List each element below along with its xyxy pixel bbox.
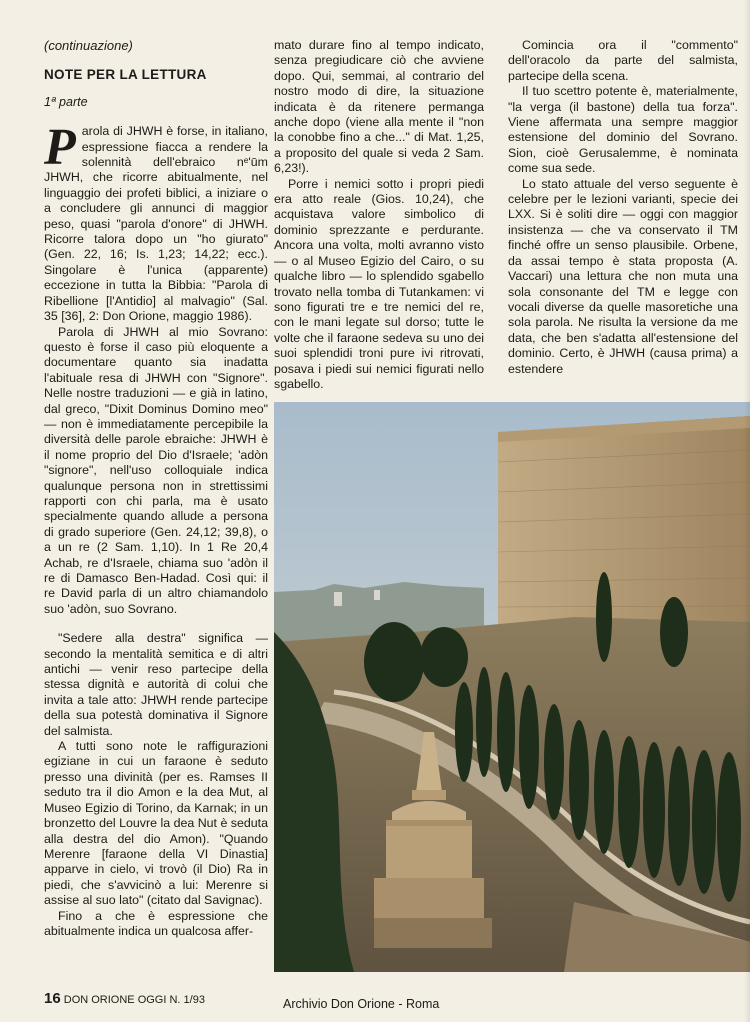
text-column-1 (44, 38, 268, 939)
paragraph: Comincia ora il "commento" dell'oracolo da parte del salmista, partecipe della scena. (508, 38, 738, 83)
text-column-3 (508, 38, 738, 377)
drop-cap: P (44, 119, 76, 177)
paragraph: Il tuo scettro potente è, materialmente, "la verga (il bastone) della tua forza". Viene affermata una sempre maggior estensione del dominio del Sovrano. Sion, cioè Gerusalemme, è nominata come sua sede. (508, 84, 738, 176)
paragraph (44, 119, 268, 324)
continuation-label: (continuazione) (44, 38, 133, 53)
section-title: NOTE PER LA LETTURA (44, 67, 207, 83)
paragraph: Lo stato attuale del verso seguente è celebre per le lezioni varianti, specie dei LXX. Si è soliti dire — oggi con maggior insistenza — che va conservato il TM finché offre un senso plausibile. Orbene, da assai tempo è stata proposta (A. Vaccari) una lettura che non muta una sola consonante del TM e legge con vocali diverse da quelle masoretiche una sola parola. Ne risulta la versione da me data, che ben s'adatta all'estensione del dominio. Certo, è JHWH (causa prima) a estendere (508, 176, 738, 376)
part-label: 1ª parte (44, 94, 88, 109)
page-edge-shadow (744, 0, 750, 1022)
paragraph: Parola di JHWH al mio Sovrano: questo è forse il caso più eloquente a documentare quanto sia inadatta l'abituale resa di JHWH con "Signore". Nelle nostre traduzioni — e già in latino, dal greco, "Dixit Dominus Domino meo" — non è immediatamente percepibile la diversità delle parole ebraiche: JHWH è il nome proprio del Dio d'Israele; 'adòn "signore", nell'uso colloquiale indica qualunque persona non in strettissimi rapporti con chi parla, ma è usato specialmente quando allude a persona di grado superiore (Gen. 24,12; 39,8), o a un re (2 Sam. 1,10). In 1 Re 20,4 Achab, re d'Israele, chiama suo 'adòn il re di Damasco Ben-Hadad. Così qui: il re David parla di un altro chiamandolo suo 'adòn, suo Sovrano. (44, 324, 268, 616)
text-column-2 (274, 38, 484, 392)
paragraph: A tutti sono note le raffigurazioni egiziane in cui un faraone è seduto presso una divinità (per es. Ramses II seduto tra il dio Amon e la dea Mut, al Museo Egizio di Torino, da Karnak; in un bronzetto del Louvre la dea Nut è seduta alla destra del dio Amon). "Quando Merenre [faraone della VI Dinastia] apparve in cielo, vi trovò (il Dio) Ra in piedi, che s'avvicinò a lui: Merenre si assise al suo lato" (citato dal Savignac). (44, 739, 268, 908)
paragraph: Fino a che è espressione che abitualmente indica un qualcosa affer- (44, 908, 268, 938)
page-footer (44, 990, 205, 1007)
paragraph: "Sedere alla destra" significa — secondo la mentalità semitica e di altri antichi — venir reso partecipe della stessa dignità e autorità di colui che invita a tale atto: JHWH rende partecipe della sua potestà dominativa il Signore del salmista. (44, 631, 268, 738)
paragraph: mato durare fino al tempo indicato, senza pregiudicare ciò che avviene dopo. Qui, semmai, al contrario del nostro modo di dire, la situazione indicata è da ritenere permanga anche dopo (viene alla mente il "non la conobbe fino a che..." di Mat. 1,25, a proposito del quale si veda 2 Sam. 6,23!). (274, 38, 484, 176)
magazine-issue: DON ORIONE OGGI N. 1/93 (63, 994, 205, 1006)
archive-caption: Archivio Don Orione - Roma (283, 997, 440, 1011)
photo-jerusalem-wall-and-tomb (274, 402, 750, 972)
page-number: 16 (44, 990, 61, 1007)
paragraph: Porre i nemici sotto i propri piedi era atto reale (Gios. 10,24), che acquistava valore simbolico di dominio sprezzante e perdurante. Ancora una volta, molti avranno visto — o al Museo Egizio del Cairo, o su qualche libro — lo splendido sgabello trovato nella tomba di Tutankamen: vi sono figurati tre e tre nemici del re, con le mani legate sul dorso; tutte le volte che il faraone sedeva su uno dei suoi splendidi troni pure ivi ritrovati, posava i piedi sui nemici figurati nello sgabello. (274, 176, 484, 391)
paragraph-text: arola di JHWH è forse, in italiano, espressione fiacca a rendere la solennità dell'ebraico nᵉ'ūm JHWH, che ricorre abitualmente, nel linguaggio dei profeti biblici, a iniziare o a concludere gli annunci di maggior peso, quasi "parola d'onore" di JHWH. Ricorre talora dopo un "ho giurato" (Gen. 22, 16; Is. 1,23; 14,22; ecc.). Singolare è l'unica (apparente) eccezione in tutta la Bibbia: "Parola di Ribellione [l'Antidio] al malvagio" (Sal. 35 [36], 2: Don Orione, maggio 1986). (44, 124, 268, 324)
